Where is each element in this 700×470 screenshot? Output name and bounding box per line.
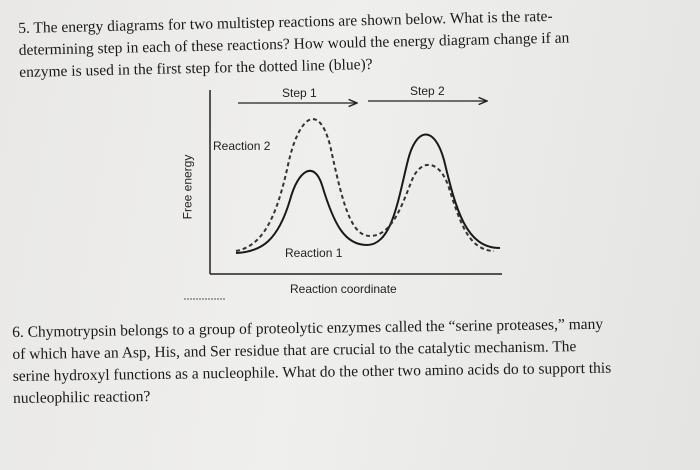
question-5-line: 5. The energy diagrams for two multistep reactions are shown below. What is the rate- [18,7,553,37]
y-axis-label: Free energy [180,154,195,220]
question-5-line: determining step in each of these reactions? How would the energy diagram change if an [18,29,570,59]
reaction-1-label: Reaction 1 [285,246,343,260]
question-5-line: enzyme is used in the first step for the dotted line (blue)? [19,55,373,81]
x-axis-label: Reaction coordinate [290,282,397,296]
step-1-label: Step 1 [282,86,317,100]
reaction-2-curve [236,119,494,251]
reaction-2-label: Reaction 2 [213,139,271,153]
question-6-line: serine hydroxyl functions as a nucleophile. What do the other two amino acids do to support this [12,359,612,385]
question-6-line: of which have an Asp, His, and Ser residue that are crucial to the catalytic mechanism. The [12,338,577,363]
step-2-label: Step 2 [410,84,445,98]
question-6 [12,314,612,410]
question-6-line: 6. Chymotrypsin belongs to a group of proteolytic enzymes called the “serine proteases,” many [12,315,604,341]
question-6-line: nucleophilic reaction? [12,388,151,407]
